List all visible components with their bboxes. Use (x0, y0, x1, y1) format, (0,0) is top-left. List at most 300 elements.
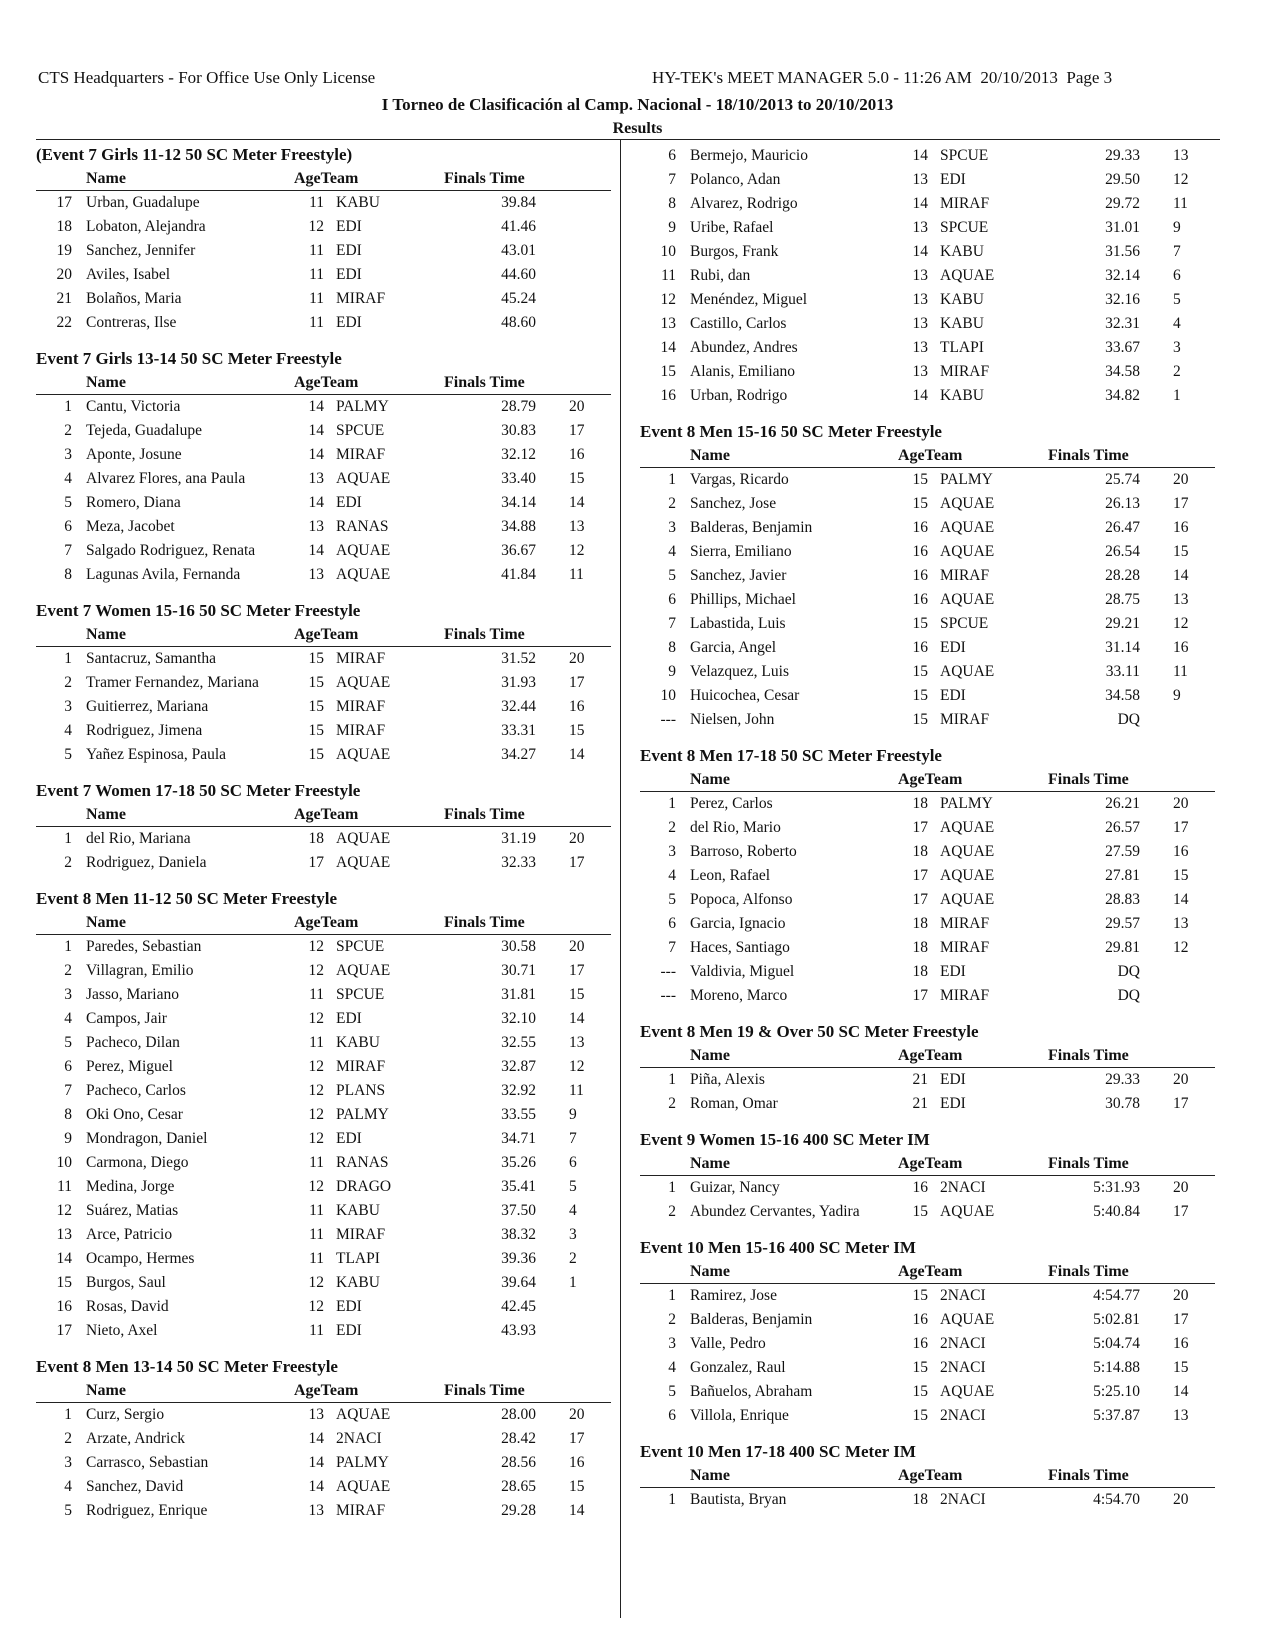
team: EDI (336, 242, 362, 259)
age: 17 (308, 854, 324, 871)
finals-time: 29.21 (1105, 615, 1140, 632)
event-block (36, 600, 611, 767)
finals-time: 26.13 (1105, 495, 1140, 512)
results-table-header (640, 770, 1215, 792)
column-divider (620, 140, 621, 1618)
team: AQUAE (336, 566, 391, 583)
points: 16 (569, 1454, 585, 1471)
team: EDI (336, 314, 362, 331)
age: 15 (912, 495, 928, 512)
team: EDI (336, 1130, 362, 1147)
result-row (36, 1103, 611, 1127)
points: 9 (569, 1106, 577, 1123)
finals-time: 38.32 (501, 1226, 536, 1243)
place: 4 (64, 470, 72, 487)
result-row (36, 1175, 611, 1199)
place: 6 (668, 1407, 676, 1424)
result-row (640, 588, 1215, 612)
finals-time: 35.26 (501, 1154, 536, 1171)
team: AQUAE (336, 542, 391, 559)
place: 4 (64, 1010, 72, 1027)
age: 16 (912, 639, 928, 656)
swimmer-name: Villagran, Emilio (86, 962, 194, 979)
column-header-name: Name (690, 1155, 730, 1172)
continued-event-block (640, 144, 1215, 408)
result-row (36, 1199, 611, 1223)
points: 13 (569, 1034, 585, 1051)
age: 11 (309, 242, 324, 259)
team: PALMY (940, 471, 993, 488)
team: AQUAE (336, 1478, 391, 1495)
finals-time: 33.55 (501, 1106, 536, 1123)
swimmer-name: Castillo, Carlos (690, 315, 787, 332)
column-header-age-team: AgeTeam (898, 1155, 963, 1172)
result-row (36, 671, 611, 695)
points: 17 (569, 422, 585, 439)
place: 16 (56, 1298, 72, 1315)
result-row (640, 1284, 1215, 1308)
points: 16 (1173, 519, 1189, 536)
place: 17 (56, 1322, 72, 1339)
place: 5 (668, 567, 676, 584)
result-row (640, 144, 1215, 168)
result-row (36, 491, 611, 515)
finals-time: 31.81 (501, 986, 536, 1003)
result-row (640, 792, 1215, 816)
swimmer-name: Sanchez, Javier (690, 567, 787, 584)
result-row (36, 215, 611, 239)
age: 12 (308, 1010, 324, 1027)
finals-time: 31.93 (501, 674, 536, 691)
result-row (36, 1499, 611, 1523)
age: 14 (308, 422, 324, 439)
result-row (640, 1092, 1215, 1116)
finals-time: 41.84 (501, 566, 536, 583)
result-row (640, 660, 1215, 684)
column-header-name: Name (690, 1263, 730, 1280)
swimmer-name: Medina, Jorge (86, 1178, 175, 1195)
age: 12 (308, 1106, 324, 1123)
team: AQUAE (940, 663, 995, 680)
team: 2NACI (940, 1335, 986, 1352)
event-title: (Event 7 Girls 11-12 50 SC Meter Freestyle) (36, 145, 353, 164)
column-header-finals-time: Finals Time (444, 914, 525, 931)
column-header-name: Name (86, 626, 126, 643)
result-row (640, 984, 1215, 1008)
place: 6 (668, 915, 676, 932)
result-row (640, 888, 1215, 912)
column-header-finals-time: Finals Time (1048, 1155, 1129, 1172)
points: 13 (1173, 591, 1189, 608)
event-block (640, 745, 1215, 1008)
points: 20 (569, 1406, 585, 1423)
points: 13 (1173, 915, 1189, 932)
result-row (36, 1031, 611, 1055)
swimmer-name: Cantu, Victoria (86, 398, 181, 415)
points: 11 (569, 1082, 584, 1099)
result-row (36, 467, 611, 491)
result-row (36, 1223, 611, 1247)
column-header-finals-time: Finals Time (444, 170, 525, 187)
points: 2 (1173, 363, 1181, 380)
points: 17 (569, 1430, 585, 1447)
results-table-header (36, 1381, 611, 1403)
finals-time: 26.57 (1105, 819, 1140, 836)
team: KABU (940, 387, 984, 404)
team: MIRAF (336, 698, 386, 715)
column-header-name: Name (690, 771, 730, 788)
points: 20 (1173, 795, 1189, 812)
team: AQUAE (940, 543, 995, 560)
swimmer-name: Lobaton, Alejandra (86, 218, 206, 235)
result-row (640, 468, 1215, 492)
place: 5 (64, 746, 72, 763)
age: 11 (309, 266, 324, 283)
team: SPCUE (940, 219, 989, 236)
team: MIRAF (940, 195, 990, 212)
points: 15 (569, 986, 585, 1003)
finals-time: DQ (1117, 987, 1140, 1004)
team: MIRAF (940, 939, 990, 956)
team: PALMY (336, 398, 389, 415)
team: TLAPI (336, 1250, 380, 1267)
place: 5 (64, 494, 72, 511)
age: 13 (912, 339, 928, 356)
points: 20 (569, 830, 585, 847)
place: 2 (64, 674, 72, 691)
age: 18 (912, 1491, 928, 1508)
event-title: Event 8 Men 11-12 50 SC Meter Freestyle (36, 889, 338, 908)
finals-time: 28.79 (501, 398, 536, 415)
age: 16 (912, 1311, 928, 1328)
swimmer-name: Villola, Enrique (690, 1407, 789, 1424)
age: 12 (308, 1082, 324, 1099)
event-block (640, 1021, 1215, 1116)
team: 2NACI (940, 1179, 986, 1196)
finals-time: 32.31 (1105, 315, 1140, 332)
swimmer-name: Sanchez, Jennifer (86, 242, 196, 259)
result-row (640, 1488, 1215, 1512)
swimmer-name: Gonzalez, Raul (690, 1359, 786, 1376)
points: 5 (569, 1178, 577, 1195)
age: 14 (308, 398, 324, 415)
points: 1 (569, 1274, 577, 1291)
finals-time: 39.84 (501, 194, 536, 211)
software-header: HY-TEK's MEET MANAGER 5.0 - 11:26 AM 20/10/2013 Page 3 (652, 68, 1113, 87)
result-row (640, 360, 1215, 384)
place: 1 (64, 1406, 72, 1423)
points: 14 (1173, 567, 1189, 584)
swimmer-name: Perez, Miguel (86, 1058, 173, 1075)
points: 20 (1173, 1287, 1189, 1304)
result-row (640, 936, 1215, 960)
meet-title: I Torneo de Clasificación al Camp. Nacional - 18/10/2013 to 20/10/2013 (381, 95, 894, 114)
team: MIRAF (336, 290, 386, 307)
swimmer-name: Nielsen, John (690, 711, 775, 728)
age: 15 (912, 1407, 928, 1424)
team: KABU (940, 315, 984, 332)
points: 12 (1173, 615, 1189, 632)
finals-time: 33.67 (1105, 339, 1140, 356)
team: SPCUE (940, 615, 989, 632)
left-column (36, 144, 611, 1536)
result-row (36, 719, 611, 743)
result-row (36, 1403, 611, 1427)
swimmer-name: Lagunas Avila, Fernanda (86, 566, 241, 583)
finals-time: 30.58 (501, 938, 536, 955)
results-table-header (36, 913, 611, 935)
result-row (36, 851, 611, 875)
column-header-finals-time: Finals Time (1048, 771, 1129, 788)
points: 17 (1173, 1203, 1189, 1220)
place: 8 (668, 639, 676, 656)
points: 17 (1173, 819, 1189, 836)
place: 21 (56, 290, 72, 307)
points: 1 (1173, 387, 1181, 404)
team: KABU (940, 243, 984, 260)
place: 10 (56, 1154, 72, 1171)
place: 5 (668, 1383, 676, 1400)
finals-time: 34.27 (501, 746, 536, 763)
place: 2 (64, 962, 72, 979)
age: 12 (308, 938, 324, 955)
place: 11 (57, 1178, 72, 1195)
age: 17 (912, 867, 928, 884)
team: MIRAF (336, 1058, 386, 1075)
result-row (36, 1427, 611, 1451)
age: 18 (912, 915, 928, 932)
column-header-age-team: AgeTeam (294, 914, 359, 931)
header-divider (36, 139, 1220, 140)
age: 13 (912, 171, 928, 188)
finals-time: DQ (1117, 963, 1140, 980)
result-row (36, 827, 611, 851)
result-row (36, 419, 611, 443)
points: 11 (569, 566, 584, 583)
swimmer-name: Arce, Patricio (86, 1226, 173, 1243)
result-row (640, 1380, 1215, 1404)
result-row (36, 647, 611, 671)
result-row (36, 1055, 611, 1079)
swimmer-name: Urban, Guadalupe (86, 194, 200, 211)
place: 15 (56, 1274, 72, 1291)
result-row (640, 1308, 1215, 1332)
place: 19 (56, 242, 72, 259)
points: 20 (1173, 1179, 1189, 1196)
age: 13 (912, 315, 928, 332)
finals-time: 31.19 (501, 830, 536, 847)
place: 4 (64, 1478, 72, 1495)
swimmer-name: Haces, Santiago (690, 939, 790, 956)
points: 3 (1173, 339, 1181, 356)
points: 12 (569, 1058, 585, 1075)
result-row (640, 168, 1215, 192)
column-header-age-team: AgeTeam (294, 626, 359, 643)
points: 4 (1173, 315, 1181, 332)
swimmer-name: Guitierrez, Mariana (86, 698, 209, 715)
column-header-finals-time: Finals Time (1048, 1263, 1129, 1280)
finals-time: 33.40 (501, 470, 536, 487)
age: 12 (308, 1178, 324, 1195)
team: EDI (336, 1298, 362, 1315)
age: 15 (912, 711, 928, 728)
finals-time: 33.11 (1105, 663, 1140, 680)
team: AQUAE (940, 1311, 995, 1328)
results-heading: Results (612, 120, 663, 137)
points: 15 (1173, 543, 1189, 560)
finals-time: 27.81 (1105, 867, 1140, 884)
place: 2 (64, 1430, 72, 1447)
place: 1 (64, 650, 72, 667)
age: 14 (912, 147, 928, 164)
age: 18 (912, 963, 928, 980)
finals-time: 5:04.74 (1093, 1335, 1140, 1352)
points: 17 (1173, 495, 1189, 512)
result-row (36, 983, 611, 1007)
points: 5 (1173, 291, 1181, 308)
age: 13 (308, 1406, 324, 1423)
result-row (36, 515, 611, 539)
place: 8 (64, 1106, 72, 1123)
place: --- (660, 963, 676, 980)
age: 13 (912, 291, 928, 308)
points: 6 (1173, 267, 1181, 284)
points: 13 (569, 518, 585, 535)
team: SPCUE (336, 422, 385, 439)
swimmer-name: Alvarez, Rodrigo (690, 195, 798, 212)
place: 6 (668, 147, 676, 164)
place: 1 (668, 1287, 676, 1304)
result-row (640, 960, 1215, 984)
finals-time: 43.01 (501, 242, 536, 259)
place: 3 (64, 446, 72, 463)
finals-time: 28.00 (501, 1406, 536, 1423)
points: 17 (1173, 1311, 1189, 1328)
place: 1 (668, 1071, 676, 1088)
swimmer-name: Rodriguez, Enrique (86, 1502, 208, 1519)
swimmer-name: del Rio, Mario (690, 819, 781, 836)
age: 15 (912, 663, 928, 680)
points: 9 (1173, 219, 1181, 236)
team: AQUAE (940, 495, 995, 512)
place: 3 (668, 1335, 676, 1352)
team: MIRAF (940, 915, 990, 932)
points: 4 (569, 1202, 577, 1219)
swimmer-name: Jasso, Mariano (86, 986, 179, 1003)
age: 13 (912, 219, 928, 236)
swimmer-name: del Rio, Mariana (86, 830, 191, 847)
finals-time: 30.71 (501, 962, 536, 979)
swimmer-name: Moreno, Marco (690, 987, 788, 1004)
swimmer-name: Yañez Espinosa, Paula (86, 746, 227, 763)
column-header-name: Name (690, 1467, 730, 1484)
event-title: Event 9 Women 15-16 400 SC Meter IM (640, 1130, 930, 1149)
finals-time: 5:37.87 (1093, 1407, 1140, 1424)
result-row (640, 264, 1215, 288)
finals-time: 26.54 (1105, 543, 1140, 560)
swimmer-name: Alanis, Emiliano (690, 363, 796, 380)
place: 8 (64, 566, 72, 583)
event-block (640, 421, 1215, 732)
result-row (36, 1319, 611, 1343)
place: 6 (64, 1058, 72, 1075)
swimmer-name: Burgos, Saul (86, 1274, 166, 1291)
age: 13 (308, 518, 324, 535)
swimmer-name: Bolaños, Maria (86, 290, 182, 307)
team: SPCUE (336, 986, 385, 1003)
points: 15 (1173, 1359, 1189, 1376)
result-row (36, 743, 611, 767)
age: 13 (308, 566, 324, 583)
result-row (640, 1200, 1215, 1224)
team: SPCUE (940, 147, 989, 164)
place: 5 (668, 891, 676, 908)
results-table-header (36, 625, 611, 647)
column-header-name: Name (86, 806, 126, 823)
finals-time: 42.45 (501, 1298, 536, 1315)
team: AQUAE (940, 1383, 995, 1400)
finals-time: 39.64 (501, 1274, 536, 1291)
swimmer-name: Polanco, Adan (690, 171, 781, 188)
result-row (36, 539, 611, 563)
results-table-header (36, 373, 611, 395)
swimmer-name: Rodriguez, Daniela (86, 854, 207, 871)
age: 15 (308, 650, 324, 667)
swimmer-name: Rodriguez, Jimena (86, 722, 203, 739)
points: 15 (569, 722, 585, 739)
team: KABU (336, 1034, 380, 1051)
points: 12 (569, 542, 585, 559)
team: AQUAE (940, 843, 995, 860)
swimmer-name: Roman, Omar (690, 1095, 778, 1112)
age: 15 (308, 746, 324, 763)
team: 2NACI (940, 1359, 986, 1376)
swimmer-name: Contreras, Ilse (86, 314, 177, 331)
swimmer-name: Bañuelos, Abraham (690, 1383, 813, 1400)
column-header-age-team: AgeTeam (898, 771, 963, 788)
column-header-age-team: AgeTeam (898, 447, 963, 464)
place: 9 (64, 1130, 72, 1147)
swimmer-name: Sanchez, Jose (690, 495, 777, 512)
finals-time: 34.82 (1105, 387, 1140, 404)
swimmer-name: Burgos, Frank (690, 243, 779, 260)
finals-time: 34.58 (1105, 363, 1140, 380)
age: 12 (308, 1130, 324, 1147)
place: 2 (668, 1203, 676, 1220)
place: 3 (64, 986, 72, 1003)
swimmer-name: Aviles, Isabel (86, 266, 171, 283)
points: 20 (1173, 1071, 1189, 1088)
place: 8 (668, 195, 676, 212)
finals-time: 25.74 (1105, 471, 1140, 488)
points: 17 (569, 854, 585, 871)
place: 9 (668, 219, 676, 236)
age: 14 (912, 195, 928, 212)
team: TLAPI (940, 339, 984, 356)
place: 4 (668, 867, 676, 884)
team: AQUAE (336, 470, 391, 487)
points: 14 (569, 746, 585, 763)
team: SPCUE (336, 938, 385, 955)
points: 17 (1173, 1095, 1189, 1112)
age: 17 (912, 891, 928, 908)
team: 2NACI (336, 1430, 382, 1447)
column-header-finals-time: Finals Time (1048, 1467, 1129, 1484)
team: RANAS (336, 518, 389, 535)
team: PALMY (336, 1454, 389, 1471)
place: 4 (668, 1359, 676, 1376)
place: 7 (668, 615, 676, 632)
